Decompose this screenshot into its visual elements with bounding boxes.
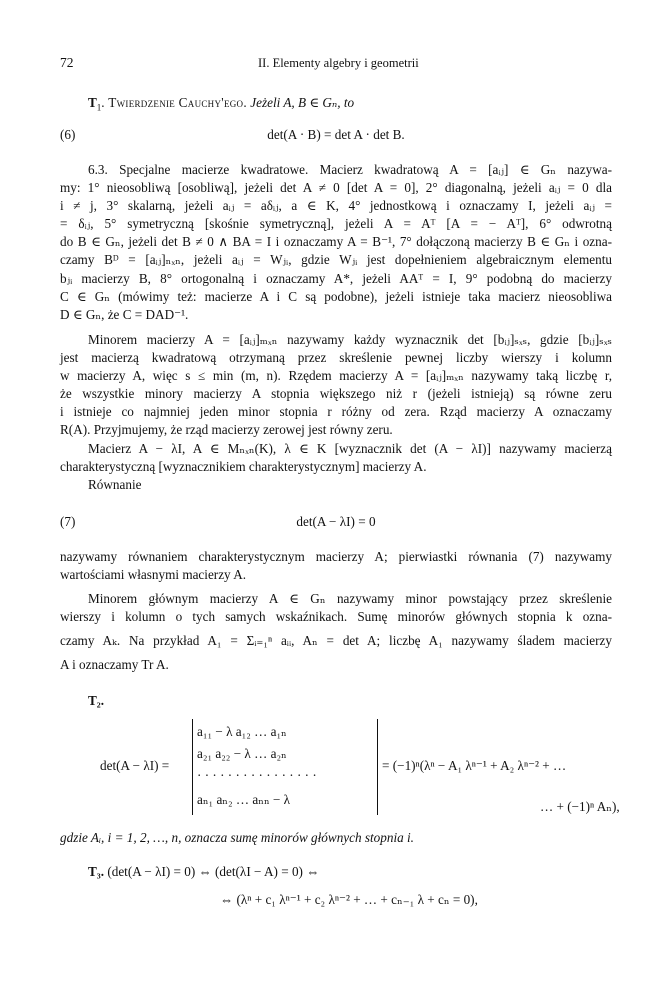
s63-line-5: do B ∈ Gₙ, jeżeli det B ≠ 0 ∧ BA = I i oznaczamy A = B⁻¹, 7° dołączoną macierzy B ∈ Gₙ i ozna- [60, 234, 612, 250]
t3-label: T₃. [88, 864, 105, 879]
matrix-row-dots: · · · · · · · · · · · · · · · · [197, 768, 317, 783]
determinant-rhs-continued: … + (−1)ⁿ Aₙ), [540, 799, 620, 814]
glowny-line-4: A i oznaczamy Tr A. [60, 657, 169, 673]
page-header [60, 54, 620, 72]
minor-line-4: że wszystkie minory macierzy A stopnia większego niż r (jeżeli istnieją) są równe zeru [60, 386, 612, 402]
equation-7: det(A − λI) = 0 [296, 514, 376, 529]
minor-line-6: R(A). Przyjmujemy, że rząd macierzy zerowej jest równy zeru. [60, 422, 393, 438]
theorem-t3 [88, 863, 608, 881]
t3-line-2: ⇔ (λⁿ + c₁ λⁿ⁻¹ + c₂ λⁿ⁻² + … + cₙ₋₁ λ + cₙ = 0), [220, 892, 478, 907]
s63-line-8: C ∈ Gₙ (mówimy też: macierze A i C są podobne), jeżeli istnieje taka macierz nieosobliwa [60, 288, 612, 304]
glowny-line-1: Minorem głównym macierzy A ∈ Gₙ nazywamy minor powstający przez skreślenie [88, 591, 612, 606]
section-6-3 [60, 161, 612, 324]
glowny-line-2: wierszy i kolumn o tych samych wskaźnikach. Sumę minorów głównych stopnia k ozna- [60, 609, 612, 625]
running-title: II. Elementy algebry i geometrii [258, 56, 419, 70]
after7-line-2: wartościami własnymi macierzy A. [60, 567, 247, 583]
t3-line-1: (det(A − λI) = 0) ⇔ (det(λI − A) = 0) ⇔ [107, 864, 320, 879]
t1-label: T [88, 95, 97, 110]
matrix-row-1: a₁₁ − λ a₁₂ … a₁ₙ [197, 724, 287, 739]
rownanie-word: Równanie [88, 477, 142, 493]
theorem-t1 [88, 94, 608, 117]
minor-line-3: w macierzy A, więc s ≤ min (m, n). Rzędem macierzy A = [aᵢⱼ]ₘₓₙ nazywamy taką liczbę r, [60, 368, 612, 384]
s63-line-1: 6.3. Specjalne macierze kwadratowe. Macierz kwadratową A = [aᵢⱼ] ∈ Gₙ nazywa- [88, 162, 612, 177]
minor-definition [60, 331, 612, 440]
char-line-1: Macierz A − λI, A ∈ Mₙₓₙ(K), λ ∈ K [wyznacznik det (A − λI)] nazywamy macierzą [88, 441, 612, 456]
page-number: 72 [60, 55, 74, 70]
t2-label [88, 692, 188, 710]
s63-line-6: czamy Bᴰ = [aᵢⱼ]ₙₓₙ, jeżeli aᵢⱼ = Wⱼᵢ, gdzie Wⱼᵢ jest dopełnieniem algebraicznym elementu [60, 252, 612, 268]
t2-label-text: T₂. [88, 693, 105, 708]
s63-line-7: bⱼᵢ macierzy B, 8° ortogonalną i oznaczamy A*, jeżeli AAᵀ = I, 9° podobną do macierzy [60, 270, 612, 286]
eigen-definition [60, 548, 612, 584]
t1-title: . Twierdzenie Cauchy'ego. [101, 95, 247, 110]
s63-line-3: i ≠ j, 3° skalarną, jeżeli aᵢⱼ = aδᵢⱼ, a ∈ K, 4° jednostkową i oznaczamy I, jeżeli aᵢⱼ = [60, 198, 612, 214]
minor-line-5: i istnieje co najmniej jeden minor stopnia r różny od zera. Rząd macierzy A oznaczamy [60, 404, 612, 420]
equation-6: det(A · B) = det A · det B. [267, 127, 405, 142]
t2-gdzie [60, 829, 612, 847]
t1-statement: Jeżeli A, B ∈ Gₙ, to [250, 95, 355, 110]
s63-line-2: my: 1° nieosobliwą [osobliwą], jeżeli det A ≠ 0 [det A = 0], 2° diagonalną, jeżeli aᵢⱼ = 0 dla [60, 180, 612, 196]
equation-6-number: (6) [60, 127, 76, 142]
matrix-row-n: aₙ₁ aₙ₂ … aₙₙ − λ [197, 792, 291, 807]
glowny-line-3: czamy Aₖ. Na przykład A₁ = Σᵢ₌₁ⁿ aᵢᵢ, Aₙ = det A; liczbę A₁ nazywamy śladem macierzy [60, 633, 612, 649]
minor-line-1: Minorem macierzy A = [aᵢⱼ]ₘₓₙ nazywamy każdy wyznacznik det [bᵢⱼ]ₛₓₛ, gdzie [bᵢⱼ]ₛₓₛ [88, 332, 612, 347]
after7-line-1: nazywamy równaniem charakterystycznym macierzy A; pierwiastki równania (7) nazywamy [60, 549, 612, 564]
s63-line-4: = δᵢⱼ, 5° symetryczną [skośnie symetryczną], jeżeli A = Aᵀ [A = − Aᵀ], 6° odwrotną [60, 216, 612, 232]
determinant-block [100, 719, 620, 819]
determinant-lhs: det(A − λI) = [100, 758, 170, 773]
t1-sub: 1 [96, 102, 102, 113]
t3-continued [220, 891, 620, 909]
equation-7-number: (7) [60, 514, 76, 529]
determinant-matrix [192, 719, 378, 815]
characteristic-definition [60, 440, 612, 494]
matrix-row-2: a₂₁ a₂₂ − λ … a₂ₙ [197, 746, 287, 761]
char-line-2: charakterystyczną [wyznacznikiem charakterystycznym] macierzy A. [60, 459, 427, 475]
t2-gdzie-text: gdzie Aᵢ, i = 1, 2, …, n, oznacza sumę minorów głównych stopnia i. [60, 830, 414, 845]
determinant-rhs: = (−1)ⁿ(λⁿ − A₁ λⁿ⁻¹ + A₂ λⁿ⁻² + … [382, 758, 567, 773]
principal-minor [60, 590, 612, 674]
minor-line-2: jest macierzą kwadratową otrzymaną przez skreślenie pewnej liczby wierszy i kolumn [60, 350, 612, 366]
s63-line-9: D ∈ Gₙ, że C = DAD⁻¹. [60, 306, 189, 322]
